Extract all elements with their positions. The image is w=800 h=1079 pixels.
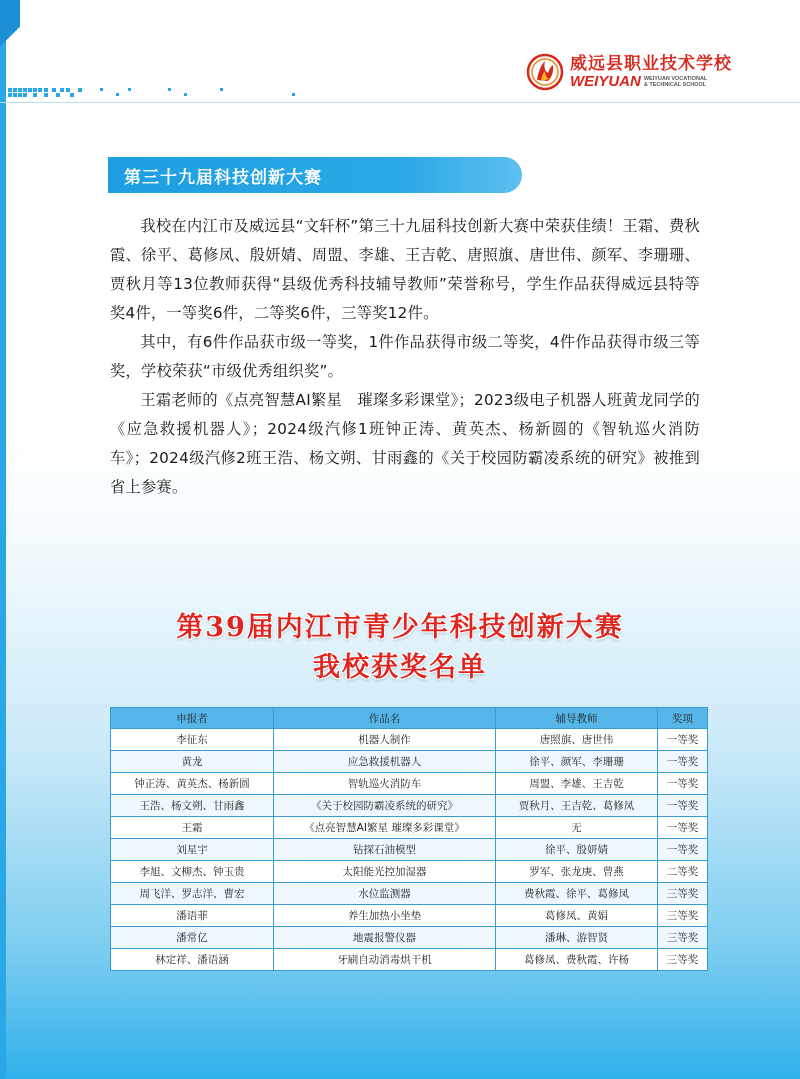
cell-work: 钻探石油模型 bbox=[274, 839, 496, 861]
column-header-award: 奖项 bbox=[658, 708, 708, 729]
cell-advisor: 费秋霞、徐平、葛修凤 bbox=[496, 883, 658, 905]
header-divider bbox=[0, 102, 800, 103]
cell-applicant: 李旭、文柳杰、钟玉贵 bbox=[111, 861, 274, 883]
cell-work: 太阳能光控加湿器 bbox=[274, 861, 496, 883]
cell-work: 智轨巡火消防车 bbox=[274, 773, 496, 795]
cell-applicant: 黄龙 bbox=[111, 751, 274, 773]
column-header-work: 作品名 bbox=[274, 708, 496, 729]
cell-award: 一等奖 bbox=[658, 839, 708, 861]
cell-award: 一等奖 bbox=[658, 817, 708, 839]
award-list-title-line-1: 第39届内江市青少年科技创新大赛 bbox=[176, 612, 624, 643]
table-row bbox=[111, 861, 708, 883]
cell-work: 机器人制作 bbox=[274, 729, 496, 751]
table-row bbox=[111, 773, 708, 795]
cell-advisor: 徐平、殷妍婧 bbox=[496, 839, 658, 861]
cell-applicant: 林定祥、潘语涵 bbox=[111, 949, 274, 971]
cell-award: 一等奖 bbox=[658, 795, 708, 817]
table-row bbox=[111, 729, 708, 751]
cell-work: 养生加热小坐垫 bbox=[274, 905, 496, 927]
cell-applicant: 钟正涛、黄英杰、杨新圆 bbox=[111, 773, 274, 795]
cell-applicant: 王浩、杨文朔、甘雨鑫 bbox=[111, 795, 274, 817]
cell-advisor: 周盟、李雄、王吉乾 bbox=[496, 773, 658, 795]
cell-award: 一等奖 bbox=[658, 729, 708, 751]
table-row bbox=[111, 927, 708, 949]
table-row bbox=[111, 949, 708, 971]
table-row bbox=[111, 817, 708, 839]
cell-work: 地震报警仪器 bbox=[274, 927, 496, 949]
cell-award: 一等奖 bbox=[658, 773, 708, 795]
cell-work: 应急救援机器人 bbox=[274, 751, 496, 773]
school-name-en-sub-2: & TECHNICAL SCHOOL bbox=[643, 81, 707, 88]
table-row bbox=[111, 795, 708, 817]
cell-advisor: 罗军、张龙庚、曾燕 bbox=[496, 861, 658, 883]
award-table bbox=[110, 707, 708, 971]
cell-advisor: 葛修凤、黄娟 bbox=[496, 905, 658, 927]
cell-work: 牙刷自动消毒烘干机 bbox=[274, 949, 496, 971]
article-paragraph: 王霜老师的《点亮智慧AI繁星 璀璨多彩课堂》；2023级电子机器人班黄龙同学的《应急救援机器人》；2024级汽修1班钟正涛、黄英杰、杨新圆的《智轨巡火消防车》；2024级汽修2班王浩、杨文朔、甘雨鑫的《关于校园防霸凌系统的研究》被推到省上参赛。 bbox=[110, 391, 700, 496]
school-emblem-icon bbox=[526, 53, 564, 91]
article-body bbox=[110, 212, 700, 502]
cell-advisor: 潘琳、游智贤 bbox=[496, 927, 658, 949]
cell-advisor: 徐平、颜军、李珊珊 bbox=[496, 751, 658, 773]
cell-award: 三等奖 bbox=[658, 883, 708, 905]
cell-applicant: 刘星宇 bbox=[111, 839, 274, 861]
table-row bbox=[111, 839, 708, 861]
section-heading: 第三十九届科技创新大赛 bbox=[124, 167, 322, 188]
table-row bbox=[111, 883, 708, 905]
school-name-en: WEIYUAN bbox=[570, 72, 641, 90]
award-list-title bbox=[0, 608, 800, 688]
cell-applicant: 李征东 bbox=[111, 729, 274, 751]
cell-applicant: 王霜 bbox=[111, 817, 274, 839]
cell-applicant: 潘常亿 bbox=[111, 927, 274, 949]
cell-award: 二等奖 bbox=[658, 861, 708, 883]
cell-applicant: 潘语菲 bbox=[111, 905, 274, 927]
pixel-dot-decoration bbox=[8, 86, 308, 100]
school-name-cn: 威远县职业技术学校 bbox=[570, 53, 732, 74]
cell-award: 三等奖 bbox=[658, 905, 708, 927]
left-edge-bar bbox=[0, 0, 6, 1079]
table-row bbox=[111, 905, 708, 927]
section-heading-banner bbox=[108, 157, 522, 193]
school-logo bbox=[526, 50, 756, 94]
cell-advisor: 无 bbox=[496, 817, 658, 839]
cell-work: 《点亮智慧AI繁星 璀璨多彩课堂》 bbox=[274, 817, 496, 839]
school-name-en-sub-1: WEIYUAN VOCATIONAL bbox=[643, 75, 708, 82]
column-header-advisor: 辅导教师 bbox=[496, 708, 658, 729]
cell-award: 一等奖 bbox=[658, 751, 708, 773]
table-header-row bbox=[111, 708, 708, 729]
cell-advisor: 唐照旗、唐世伟 bbox=[496, 729, 658, 751]
award-list-title-line-2: 我校获奖名单 bbox=[313, 652, 487, 683]
article-paragraph: 其中，有6件作品获市级一等奖，1件作品获得市级二等奖，4件作品获得市级三等奖，学校荣获“市级优秀组织奖”。 bbox=[110, 333, 700, 380]
cell-advisor: 贾秋月、王吉乾、葛修凤 bbox=[496, 795, 658, 817]
cell-award: 三等奖 bbox=[658, 949, 708, 971]
table-row bbox=[111, 751, 708, 773]
cell-work: 《关于校园防霸凌系统的研究》 bbox=[274, 795, 496, 817]
column-header-applicant: 申报者 bbox=[111, 708, 274, 729]
cell-applicant: 周飞洋、罗志洋、曹宏 bbox=[111, 883, 274, 905]
article-paragraph: 我校在内江市及威远县“文轩杯”第三十九届科技创新大赛中荣获佳绩！王霜、费秋霞、徐平、葛修凤、殷妍婧、周盟、李雄、王吉乾、唐照旗、唐世伟、颜军、李珊珊、贾秋月等13位教师获得“县级优秀科技辅导教师”荣誉称号，学生作品获得威远县特等奖4件，一等奖6件，二等奖6件，三等奖12件。 bbox=[110, 217, 700, 322]
cell-award: 三等奖 bbox=[658, 927, 708, 949]
cell-work: 水位监测器 bbox=[274, 883, 496, 905]
cell-advisor: 葛修凤、费秋霞、许杨 bbox=[496, 949, 658, 971]
corner-decoration bbox=[0, 0, 20, 64]
